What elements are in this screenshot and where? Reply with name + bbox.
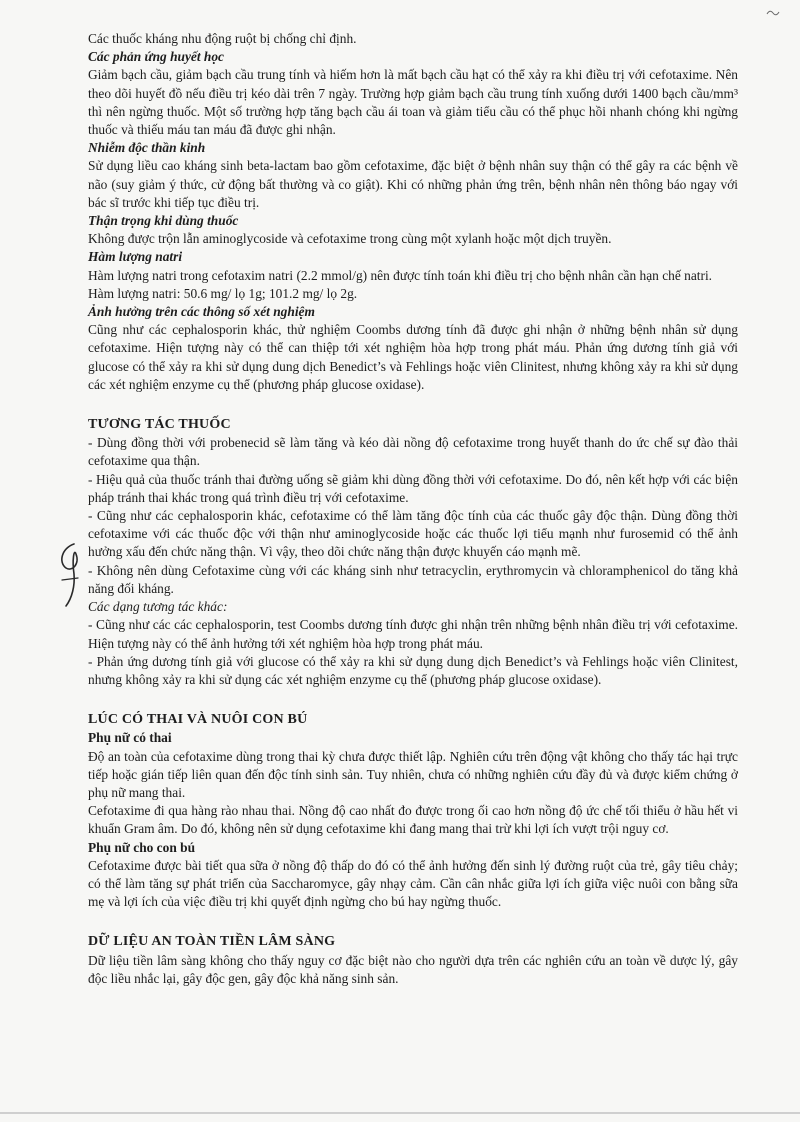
sodium-heading: Hàm lượng natri bbox=[88, 249, 183, 265]
lactation-heading: Phụ nữ cho con bú bbox=[88, 839, 196, 855]
interaction-item: - Hiệu quả của thuốc tránh thai đường uống sẽ giảm khi dùng đồng thời với cefotaxime. Do đó, nên kết hợp với các biện pháp tránh thai khác trong quá trình điều trị với cefotaxime. bbox=[88, 471, 738, 505]
lactation-text: Cefotaxime được bài tiết qua sữa ở nồng độ thấp do đó có thể ảnh hưởng đến sinh lý đường ruột của trẻ, gây tiêu chảy; có thể làm tăng sự phát triển của Saccharomyce, gây nhạy cảm. Cần cân nhắc giữa lợi ích giữa việc nuôi con bằng sữa mẹ và lợi ích của việc điều trị khi quyết định ngừng cho bú hay ngừng thuốc. bbox=[88, 857, 738, 910]
interactions-title: TƯƠNG TÁC THUỐC bbox=[88, 417, 231, 433]
sodium-text: Hàm lượng natri trong cefotaxim natri (2.2 mmol/g) nên được tính toán khi điều trị cho bệnh nhân cần hạn chế natri. bbox=[88, 267, 713, 283]
handwritten-mark-icon bbox=[52, 540, 92, 610]
pregnancy-heading: Phụ nữ có thai bbox=[88, 730, 172, 746]
corner-mark bbox=[766, 8, 780, 18]
document-body bbox=[88, 30, 738, 988]
intro-text: Các thuốc kháng nhu động ruột bị chống chỉ định. bbox=[88, 31, 357, 46]
other-interaction-item: - Cũng như các các cephalosporin, test Coombs dương tính được ghi nhận trên những bệnh nhân điều trị với cefotaxime. Hiện tượng này có thể ảnh hưởng tới xét nghiệm hòa hợp trong phát máu. bbox=[88, 617, 738, 651]
pregnancy-text: Độ an toàn của cefotaxime dùng trong thai kỳ chưa được thiết lập. Nghiên cứu trên động vật không cho thấy tác hại trực tiếp hoặc gián tiếp liên quan đến độc tính sinh sản. Tuy nhiên, chưa có những nghiên cứu đầy đủ và được kiểm chứng ở phụ nữ mang thai. bbox=[88, 748, 738, 800]
caution-heading: Thận trọng khi dùng thuốc bbox=[88, 213, 239, 229]
pregnancy-text: Cefotaxime đi qua hàng rào nhau thai. Nồng độ cao nhất đo được trong ối cao hơn nồng độ ức chế tối thiểu ở hầu hết vi khuẩn Gram âm. Do đó, không nên sử dụng cefotaxime khi đang mang thai trừ khi lợi ích vượt trội nguy cơ. bbox=[88, 803, 738, 837]
interaction-item: - Cũng như các cephalosporin khác, cefotaxime có thể làm tăng độc tính của các thuốc gây độc thận. Dùng đồng thời cefotaxime với các thuốc độc với thận như aminoglycoside hoặc các thuốc lợi tiểu mạnh như furosemid có thể ảnh hưởng xấu đến chức năng thận. Vì vậy, theo dõi chức năng thận được khuyến cáo mạnh mẽ. bbox=[88, 508, 738, 560]
sodium-values: Hàm lượng natri: 50.6 mg/ lọ 1g; 101.2 mg/ lọ 2g. bbox=[88, 285, 358, 301]
other-interaction-item: - Phản ứng dương tính giả với glucose có thể xảy ra khi sử dụng dung dịch Benedict’s và Fehlings hoặc viên Clinitest, nhưng không xảy ra khi sử dụng các xét nghiệm enzyme cụ thể (phương pháp glucose oxidase). bbox=[88, 653, 738, 687]
lab-heading: Ảnh hưởng trên các thông số xét nghiệm bbox=[88, 304, 315, 320]
pregnancy-title: LÚC CÓ THAI VÀ NUÔI CON BÚ bbox=[88, 712, 308, 728]
page-bottom-edge bbox=[0, 1112, 800, 1114]
neuro-heading: Nhiễm độc thần kinh bbox=[88, 140, 206, 156]
other-interactions-heading: Các dạng tương tác khác: bbox=[88, 599, 228, 615]
adverse-text: Giảm bạch cầu, giảm bạch cầu trung tính và hiếm hơn là mất bạch cầu hạt có thể xảy ra khi điều trị với cefotaxime. Nên theo dõi huyết đồ nếu điều trị kéo dài trên 7 ngày. Trường hợp giảm bạch cầu trung tính xuống dưới 1400 bạch cầu/mm³ thì nên ngừng thuốc. Một số trường hợp tăng bạch cầu ái toan và giảm tiểu cầu có thể phục hồi nhanh chóng khi ngừng thuốc và thiếu máu tan máu đã được ghi nhận. bbox=[88, 67, 738, 138]
neuro-text: Sử dụng liều cao kháng sinh beta-lactam bao gồm cefotaxime, đặc biệt ở bệnh nhân suy thận có thể gây ra các bệnh về não (suy giảm ý thức, cử động bất thường và co giật). Khi có những phản ứng trên, bệnh nhân nên thông báo ngay với bác sĩ trước khi tiếp tục điều trị. bbox=[88, 158, 738, 210]
interaction-item: - Dùng đồng thời với probenecid sẽ làm tăng và kéo dài nồng độ cefotaxime trong huyết thanh do ức chế sự đào thải cefotaxime qua thận. bbox=[88, 435, 738, 469]
caution-text: Không được trộn lẫn aminoglycoside và cefotaxime trong cùng một xylanh hoặc một dịch truyền. bbox=[88, 231, 612, 247]
preclinical-text: Dữ liệu tiền lâm sàng không cho thấy nguy cơ đặc biệt nào cho người dựa trên các nghiên cứu an toàn về dược lý, gây độc liều nhắc lại, gây độc gen, gây độc khả năng sinh sản. bbox=[88, 952, 738, 986]
preclinical-title: DỮ LIỆU AN TOÀN TIỀN LÂM SÀNG bbox=[88, 934, 336, 950]
lab-text: Cũng như các cephalosporin khác, thử nghiệm Coombs dương tính đã được ghi nhận ở những bệnh nhân sử dụng cefotaxime. Hiện tượng này có thể can thiệp tới xét nghiệm hòa hợp trong phát máu. Phản ứng dương tính giả với glucose có thể xảy ra khi sử dụng dung dịch Benedict’s và Fehlings hoặc viên Clinitest, nhưng không xảy ra khi sử dụng các xét nghiệm enzyme cụ thể (phương pháp glucose oxidase). bbox=[88, 322, 738, 392]
interaction-item: - Không nên dùng Cefotaxime cùng với các kháng sinh như tetracyclin, erythromycin và chloramphenicol do tăng khả năng đối kháng. bbox=[88, 562, 738, 596]
adverse-heading: Các phản ứng huyết học bbox=[88, 49, 224, 65]
